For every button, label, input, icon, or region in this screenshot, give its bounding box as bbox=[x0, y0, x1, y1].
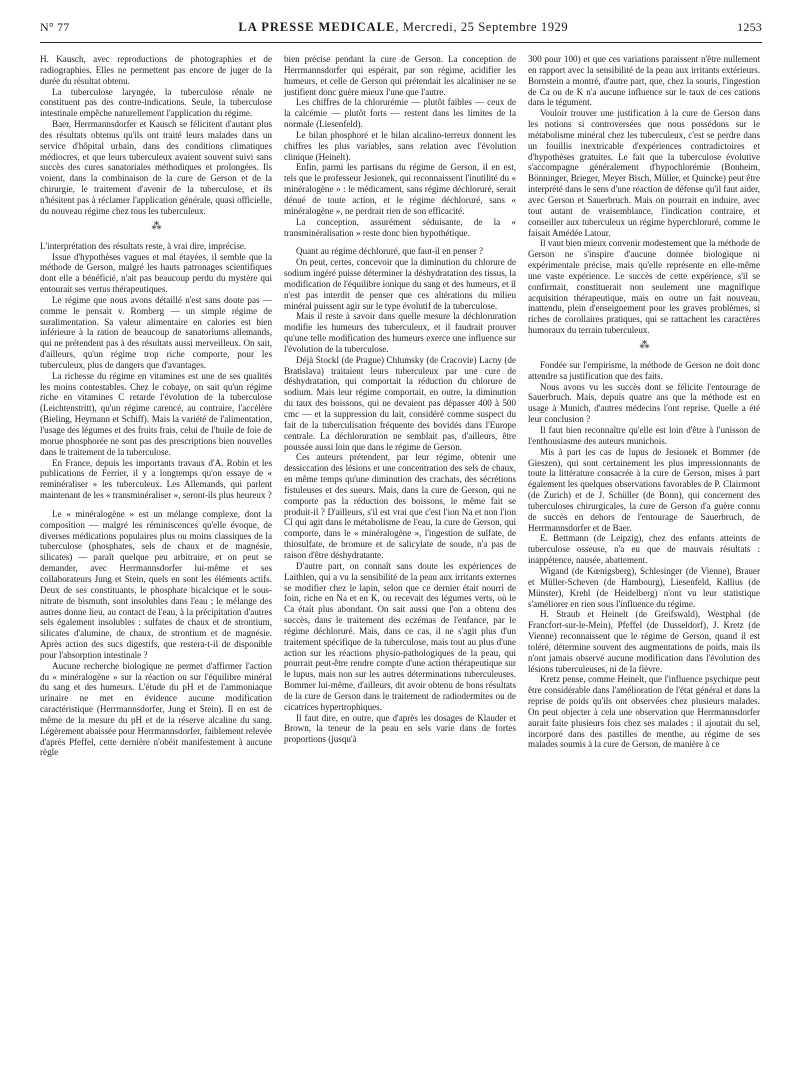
paragraph: E. Bettmann (de Leipzig), chez des enfants atteints de tuberculose osseuse, n'a eu que de mauvais résultats : inappétence, nausée, abattement. bbox=[528, 533, 760, 566]
paragraph: Le bilan phosphoré et le bilan alcalino-terreux donnent les chiffres les plus variables, sans relation avec l'évolution clinique (Heinelt). bbox=[284, 129, 516, 162]
section-separator: ⁂ bbox=[639, 339, 649, 351]
paragraph: Quant au régime déchloruré, que faut-il en penser ? bbox=[296, 246, 484, 257]
paragraph: D'autre part, on connaît sans doute les expériences de Laithlen, qui a vu la sensibilité de la peau aux irritants externes se modifier chez le lapin, selon que ce dernier était nourri de foin, riche en Na et en K, ou recevait des légumes verts, où le Ca était plus abondant. On sait aussi que l'on a obtenu des succès, dans le traitement des eczémas de l'enfance, par le régime déchloruré. Mais, dans ce cas, il ne s'agit plus d'un traitement spécifique de la tuberculose, mais tout au plus d'une action sur les réactions physio-pathologiques de la peau, qui pourrait peut-être rendre compte d'une action thérapeutique sur le lupus, mais non sur les autres déterminations tuberculeuses. Bommer lui-même, d'ailleurs, dit avoir obtenu de bons résultats de la cure de Gerson dans le traitement de radiodermites ou de cicatrices hypertrophiques. bbox=[284, 560, 516, 712]
spacer bbox=[284, 238, 516, 246]
issue-number: N° 77 bbox=[40, 20, 70, 34]
spacer bbox=[40, 501, 272, 509]
paragraph: L'interprétation des résultats reste, à vrai dire, imprécise. bbox=[40, 240, 247, 251]
paragraph: Le « minéralogène » est un mélange complexe, dont la composition — malgré les réminiscences qu'elle évoque, de diverses médications populaires plus ou moins classiques de la tuberculose (phosphates, sels de chaux et de magnésie, silicates) — paraît quelque peu arbitraire, et on peut se demander, avec Herrmannsdorfer lui-même et ses collaborateurs Jung et Stein, quels en sont les éléments actifs. Deux de ses constituants, le phosphate bicalcique et le sous-nitrate de bismuth, sont insolubles dans l'eau ; le mélange des autres donne lieu, au contact de l'eau, à la précipitation d'autres sels également insolubles : sulfates de chaux et de strontium, silicates d'alumine, de chaux, de strontium et de magnésie. Après action des sucs digestifs, que restera-t-il de disponible pour l'absorption intestinale ? bbox=[40, 508, 272, 660]
paragraph: La richesse du régime en vitamines est une de ses qualités les moins contestables. Chez le cobaye, on sait qu'un régime riche en vitamines C retarde l'évolution de la tuberculose (Leichtenstritt), qu'un régime carencé, au contraire, l'accélère (Bieling, Heymann et Schiff). Mais la variété de l'alimentation, l'usage des légumes et des fruits frais, celui de l'huile de foie de morue phosphorée ne sont pas des prescriptions bien nouvelles dans le traitement de la tuberculose. bbox=[40, 370, 272, 457]
paragraph: La conception, assurément séduisante, de la « transminéralisation » reste donc bien hypothétique. bbox=[284, 216, 516, 238]
paragraph: Enfin, parmi les partisans du régime de Gerson, il en est, tels que le professeur Jesionek, qui reconnaissent l'inutilité du « minéralogène » : le médicament, sans régime déchloruré, serait dénué de toute action, et le régime déchloruré, sans « minéralogène », ne perdrait rien de son efficacité. bbox=[284, 162, 516, 216]
section-separator: ⁂ bbox=[151, 220, 161, 232]
paragraph: Vouloir trouver une justification à la cure de Gerson dans les notions si controversées que nous possédons sur le métabolisme minéral chez les tuberculeux, c'est se perdre dans un fouillis inextricable d'expériences contradictoires et d'hypothèses gratuites. Le fait que la tuberculose évolutive s'accompagne généralement d'hypochlorémie (Bonheim, Bönninger, Brieger, Meyer Bisch, Müller, et Quincke) peut être interprété dans le sens d'une réaction de défense qu'il faut aider, avec Gerson et Sauerbruch. Mais on pourrait en induire, avec tout autant de vraisemblance, l'indication contraire, et conseiller aux tuberculeux un régime hyperchloruré, comme le faisait Amédée Latour. bbox=[528, 108, 760, 238]
paragraph: En France, depuis les importants travaux d'A. Robin et les publications de Ferrier, il y a longtemps qu'on essaye de « reminéraliser » les tuberculeux. Les Allemands, qui parlent maintenant de les « transminéraliser », seront-ils plus heureux ? bbox=[40, 457, 272, 501]
paragraph: Déjà Stockl (de Prague) Chlumsky (de Cracovie) Lacny (de Bratislava) traitaient leurs tuberculeux par une cure de déshydratation, qui comportait la réduction du chlorure de sodium. Mais leur régime comportait, en outre, la diminution du taux des boissons, qui ne devaient pas dépasser 400 à 500 cmc — et la suppression du lait, considéré comme suspect du fait de la tuberculisation fréquente des bovidés dans l'Europe centrale. La déchloruration ne semblait pas, d'ailleurs, être poussée aussi loin que dans le régime de Gerson. bbox=[284, 354, 516, 452]
paragraph: Kretz pense, comme Heinelt, que l'influence psychique peut être considérable dans l'amélioration de l'état général et dans la reprise de poids qu'ils ont observées chez plusieurs malades. On peut objecter à cela une observation que Herrmannsdorfer aurait faite plusieurs fois chez ses malades : il ajoutait du sel, incorporé dans des pastilles de menthe, au régime de ses malades soumis à la cure de Gerson, de manière à ce bbox=[528, 674, 760, 750]
paragraph: Nous avons vu les succès dont se félicite l'entourage de Sauerbruch. Mais, depuis quatre ans que la méthode est en usage à Munich, d'autres médecins l'ont reprise. Quelle a été leur conclusion ? bbox=[528, 381, 760, 425]
paragraph: H. Straub et Heinelt (de Greifswald), Westphal (de Francfort-sur-le-Mein), Pfeffel (de Dusseldorf), J. Kretz (de Vienne) reconnaissent que le régime de Gerson, quand il est toléré, détermine souvent des augmentations de poids, mais ils n'ont jamais observé aucune modification dans l'évolution des lésions tuberculeuses, ni de la fièvre. bbox=[528, 609, 760, 674]
journal-title bbox=[238, 20, 568, 35]
paragraph: Mis à part les cas de lupus de Jesionek et Bommer (de Gieszen), qui sont certainement les plus impressionnants de toute la littérature consacrée à la cure de Gerson, mises à part également les quelques observations favorables de P. Clairmont (de Zurich) et de J. Schüller (de Bonn), qui concernent des tuberculoses chirurgicales, la cure de Gerson d'a guère connu de succès en dehors de l'entourage de Sauerbruch, de Herrmannsdorfer et de Baer. bbox=[528, 446, 760, 533]
journal-name: LA PRESSE MEDICALE bbox=[238, 20, 396, 34]
paragraph: Baer, Herrmannsdorfer et Kausch se félicitent d'autant plus des résultats obtenus qu'ils ont traité leurs malades dans un service d'hôpital urbain, dans des conditions climatiques médiocres, et que leurs tuberculeux avaient souvent suivi sans succès des cures sanatoriales méthodiques et prolongées. Ils voient, dans la combinaison de la cure de Gerson et de la chirurgie, le traitement d'avenir de la tuberculose, et ils n'hésitent pas à réclamer l'application générale, quasi officielle, du nouveau régime chez tous les tuberculeux. bbox=[40, 119, 272, 216]
paragraph: Aucune recherche biologique ne permet d'affirmer l'action du « minéralogène » sur la réaction ou sur l'équilibre minéral du sang et des humeurs. L'étude du pH et de l'ammoniaque urinaire ne met en évidence aucune modification caractéristique (Herrmannsdorfer, Jung et Stein). Il en est de même de la mesure du pH et de la réserve alcaline du sang. Légèrement abaissée pour Herrmannsdorfer, faiblement relevée d'après Pfeffel, cette dernière n'obéit manifestement à aucune règle bbox=[40, 660, 272, 758]
paragraph: Mais il reste à savoir dans quelle mesure la déchloruration modifie les humeurs des tuberculeux, et il faudrait prouver qu'une telle modification des humeurs exerce une influence sur l'évolution de la tuberculose. bbox=[284, 311, 516, 354]
paragraph: Ces auteurs prétendent, par leur régime, obtenir une dessiccation des lésions et une concentration des sels de chaux, en même temps qu'une diminution des crachats, des sécrétions fistuleuses et des sueurs. Mais, dans la cure de Gerson, qui ne comporte pas la réduction des boissons, le même fait se produit-il ? D'ailleurs, s'il est vrai que c'est l'ion Na et non l'ion Cl qui agit dans le métabolisme de l'eau, la cure de Gerson, qui comporte, dans le « minéralogène », l'ingestion de sulfate, de thiosulfate, de bromure et de salicylate de soude, n'a pas de raison d'être déshydratante. bbox=[284, 452, 516, 560]
paragraph: Il faut bien reconnaître qu'elle est loin d'être à l'unisson de l'enthousiasme des auteurs munichois. bbox=[528, 425, 760, 446]
paragraph: 300 pour 100) et que ces variations paraissent n'être nullement en rapport avec la sensibilité de la peau aux irritants extérieurs. Bornstein a montré, d'autre part, que, chez la souris, l'ingestion de Ca ou de K n'a aucune influence sur le taux de ces cations dans le tégument. bbox=[528, 54, 760, 108]
column-2 bbox=[284, 54, 516, 1068]
column-1 bbox=[40, 54, 272, 1068]
paragraph: Il vaut bien mieux convenir modestement que la méthode de Gerson ne s'inspire d'aucune donnée biologique ni expérimentale précise, mais qu'elle représente en elle-même une vaste expérience. Le succès de cette expérience, s'il se confirmait, constituerait non seulement une magnifique acquisition thérapeutique, mais en outre un fait nouveau, inattendu, plein d'enseignement pour les graves problèmes, si riches de corollaires pratiques, qui se rattachent les caractères humoraux du terrain tuberculeux. bbox=[528, 238, 760, 336]
paragraph: On peut, certes, concevoir que la diminution du chlorure de sodium ingéré puisse déterminer la déshydratation des tissus, la modification de l'équilibre ionique du sang et des humeurs, et il n'est pas interdit de penser que ces altérations du milieu minéral puissent agir sur le type évolutif de la tuberculose. bbox=[284, 257, 516, 311]
page-header bbox=[40, 20, 762, 43]
paragraph: La tuberculose laryngée, la tuberculose rénale ne constituent pas des contre-indications. Seule, la tuberculose intestinale empêche naturellement l'application du régime. bbox=[40, 86, 272, 119]
journal-date: , Mercredi, 25 Septembre 1929 bbox=[395, 20, 569, 34]
text-columns bbox=[40, 54, 762, 1068]
paragraph: Issue d'hypothèses vagues et mal étayées, il semble que la méthode de Gerson, malgré les hauts patronages scientifiques dont elle a bénéficié, n'ait pas beaucoup perdu du mystère qui entourait ses vertus thérapeutiques. bbox=[40, 251, 272, 295]
paragraph: bien précise pendant la cure de Gerson. La conception de Herrmannsdorfer qui espérait, par son régime, acidifier les humeurs, et celle de Gerson qui prétendait les alcaliniser ne se justifient donc guère mieux l'une que l'autre. bbox=[284, 54, 516, 97]
paragraph: Wigand (de Kœnigsberg), Schlesinger (de Vienne), Brauer et Müller-Scheven (de Hambourg), Liesenfeld, Kallius (de Münster), Krehl (de Heidelberg) n'ont vu leur statistique s'améliorer en rien sous l'influence du régime. bbox=[528, 565, 760, 609]
paragraph: Fondée sur l'empirisme, la méthode de Gerson ne doit donc attendre sa justification que des faits. bbox=[528, 359, 760, 381]
paragraph: H. Kausch, avec reproductions de photographies et de radiographies. Elles ne permettent pas encore de juger de la durée du résultat obtenu. bbox=[40, 54, 272, 86]
page-number: 1253 bbox=[737, 20, 762, 34]
paragraph: Il faut dire, en outre, que d'après les dosages de Klauder et Brown, la teneur de la peau en sels varie dans de fortes proportions (jusqu'à bbox=[284, 712, 516, 745]
paragraph: Le régime que nous avons détaillé n'est sans doute pas — comme le pensait v. Romberg — un simple régime de suralimentation. Sa valeur alimentaire en calories est bien inférieure à la ration de beaucoup de sanatoriums allemands, qui ne prétendent pas à des résultats aussi merveilleux. On sait, d'ailleurs, qu'un régime trop riche comporte, pour les tuberculeux, plus de dangers que d'avantages. bbox=[40, 294, 272, 370]
column-3 bbox=[528, 54, 760, 1068]
paragraph: Les chiffres de la chlorurémie — plutôt faibles — ceux de la calcémie — plutôt forts — restent dans les limites de la normale (Liesenfeld). bbox=[284, 97, 516, 130]
